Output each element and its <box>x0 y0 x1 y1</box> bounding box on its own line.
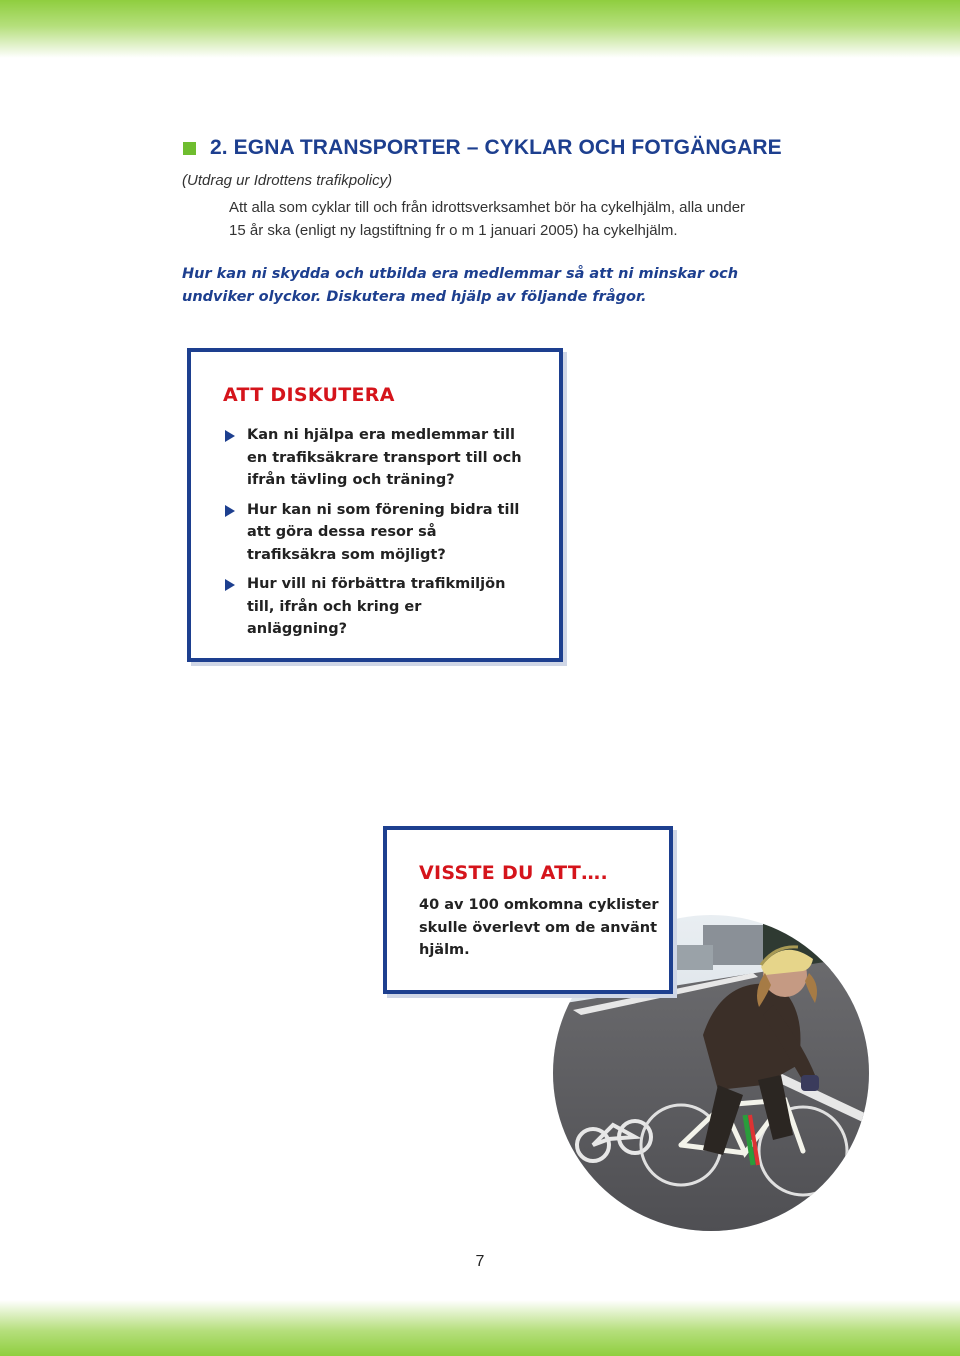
page-number: 7 <box>475 1253 485 1270</box>
section-heading-text: 2. EGNA TRANSPORTER – CYKLAR OCH FOTGÄNGARE <box>210 136 782 159</box>
discuss-box <box>187 348 563 662</box>
triangle-bullet-icon <box>225 579 235 591</box>
fact-text: 40 av 100 omkomna cyklister skulle överlevt om de använt hjälm. <box>419 897 659 958</box>
triangle-bullet-icon <box>225 430 235 442</box>
question-list <box>223 424 523 648</box>
policy-quote: Att alla som cyklar till och från idrottsverksamhet bör ha cykelhjälm, alla under 15 år ska (enligt ny lagstiftning fr o m 1 januari 2005) ha cykelhjälm. <box>229 199 746 239</box>
question-item <box>223 499 523 567</box>
top-green-band <box>0 0 960 58</box>
square-bullet-icon <box>183 142 196 155</box>
fact-box-title: VISSTE DU ATT…. <box>419 862 608 884</box>
discuss-box-title: ATT DISKUTERA <box>223 384 395 406</box>
section-heading <box>183 136 782 160</box>
question-text: Hur vill ni förbättra trafikmiljön till, ifrån och kring er anläggning? <box>247 576 506 637</box>
question-item <box>223 424 523 492</box>
bottom-green-band <box>0 1300 960 1356</box>
question-text: Hur kan ni som förening bidra till att göra dessa resor så trafiksäkra som möjligt? <box>247 501 520 563</box>
question-text: Kan ni hjälpa era medlemmar till en trafiksäkrare transport till och ifrån tävling och träning? <box>247 427 522 488</box>
source-note: (Utdrag ur Idrottens trafikpolicy) <box>182 172 393 189</box>
intro-question: Hur kan ni skydda och utbilda era medlemmar så att ni minskar och undviker olyckor. Diskutera med hjälp av följande frågor. <box>182 266 739 305</box>
triangle-bullet-icon <box>225 505 235 517</box>
question-item <box>223 573 523 641</box>
fact-box <box>383 826 673 994</box>
